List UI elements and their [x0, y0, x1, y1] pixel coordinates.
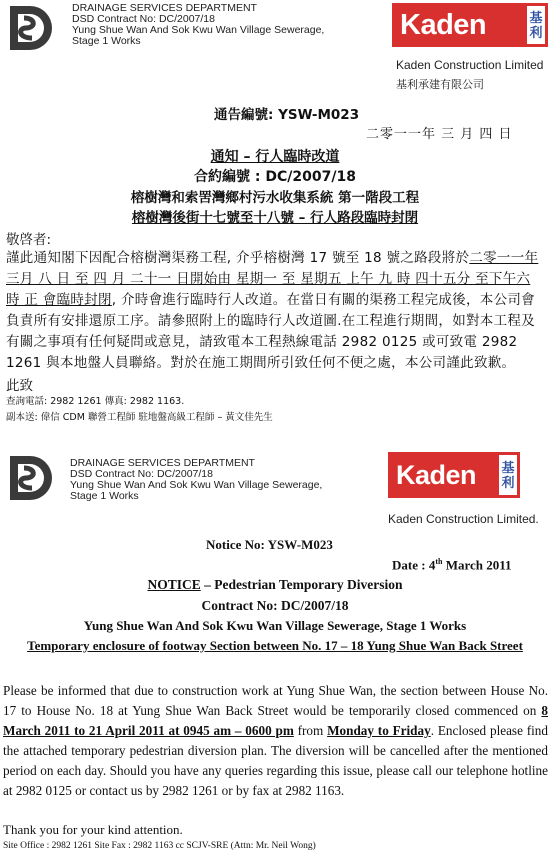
dsd-header-2 — [70, 458, 322, 502]
dsd-logo-icon — [4, 2, 56, 54]
notice-number-zh: 通告編號: YSW-M023 — [214, 107, 360, 123]
heading-en: NOTICE – Pedestrian Temporary Diversion — [147, 577, 403, 592]
dsd-logo-icon-2 — [4, 452, 56, 504]
kaden-logo-word-2: Kaden — [396, 459, 477, 490]
body-en: Please be informed that due to construction work at Yung Shue Wan, the section between House No. 17 to House No. 18 at Yung Shue Wan Back Street would be temporarily closed commenced on 8 March 2011 to 21 April 2011 at 0945 am – 0600 pm from Monday to Friday. Enclosed please find the attached temporary pedestrian diversion plan. The diversion will be cancelled after the mentioned period on each day. Should you have any queries regarding this issue, please call our telephone hotline at 2982 0125 or contact us by 2982 1261 or by fax at 2982 1163. — [3, 683, 548, 798]
kaden-logo — [392, 3, 548, 47]
dsd-title: DRAINAGE SERVICES DEPARTMENT — [72, 2, 257, 14]
kaden-logo-2 — [388, 452, 520, 498]
date-en: Date : 4th March 2011 — [392, 557, 512, 573]
dsd-contract-2: DSD Contract No: DC/2007/18 — [70, 468, 213, 480]
dsd-header — [72, 3, 324, 47]
kaden-logo-cn-2: 基 利 — [499, 455, 517, 495]
kaden-name-en-2: Kaden Construction Limited. — [388, 512, 539, 526]
kaden-name-zh: 基利承建有限公司 — [396, 78, 484, 91]
project-en: Yung Shue Wan And Sok Kwu Wan Village Sewerage, Stage 1 Works — [83, 618, 467, 633]
closing-zh: 此致 — [6, 378, 33, 394]
footer-cc-zh: 副本送: 偉信 CDM 聯營工程師 駐地盤高級工程師 – 黃文佳先生 — [6, 412, 273, 423]
project-zh: 榕樹灣和索罟灣鄉村污水收集系統 第一階段工程 — [130, 190, 420, 206]
dsd-project-line2: Stage 1 Works — [72, 35, 141, 47]
dsd-project-line2-2: Stage 1 Works — [70, 490, 139, 502]
salutation-zh: 敬啓者: — [6, 232, 52, 248]
kaden-name-en: Kaden Construction Limited — [396, 58, 544, 72]
dsd-project-line1-2: Yung Shue Wan And Sok Kwu Wan Village Sewerage, — [70, 479, 323, 491]
footer-phone-zh: 查詢電話: 2982 1261 傳真: 2982 1163. — [6, 396, 185, 407]
body-zh: 謹此通知閣下因配合榕樹灣渠務工程, 介乎榕樹灣 17 號至 18 號之路段將於二零一一年 三月 八 日 至 四 月 二十一 日開始由 星期一 至 星期五 上午 九 時 四十五分 至下午六 時 正 會臨時封閉, 介時會進行臨時行人改道。在當日有關的渠務工程完成後，本公司會負責所有安排還原工序。請參照附上的臨時行人改道圖.在工程進行期間，如對本工程及有關之事項有任何疑問或意見，請致電本工程熱線電話 2982 0125 或可致電 2982 1261 與本地盤人員聯絡。對於在施工期間所引致任何不便之處，本公司謹此致歉。 — [6, 250, 539, 371]
footer-en: Site Office : 2982 1261 Site Fax : 2982 1163 cc SCJV-SRE (Attn: Mr. Neil Wong) — [3, 841, 316, 851]
kaden-logo-cn: 基 利 — [527, 6, 545, 44]
kaden-logo-word: Kaden — [400, 8, 487, 41]
subject-zh: 榕樹灣後街十七號至十八號 – 行人路段臨時封閉 — [131, 210, 419, 226]
date-zh: 二零一一年 三 月 四 日 — [366, 127, 513, 142]
dsd-contract: DSD Contract No: DC/2007/18 — [72, 13, 215, 25]
notice-number-en: Notice No: YSW-M023 — [206, 537, 333, 552]
thanks-en: Thank you for your kind attention. — [3, 822, 183, 837]
subject-en: Temporary enclosure of footway Section between No. 17 – 18 Yung Shue Wan Back Street — [27, 638, 523, 653]
dsd-project-line1: Yung Shue Wan And Sok Kwu Wan Village Sewerage, — [72, 24, 325, 36]
dsd-title-2: DRAINAGE SERVICES DEPARTMENT — [70, 457, 255, 469]
heading-zh: 通知 – 行人臨時改道 — [210, 149, 340, 165]
contract-en: Contract No: DC/2007/18 — [201, 598, 349, 613]
contract-zh: 合約編號 : DC/2007/18 — [194, 169, 356, 185]
